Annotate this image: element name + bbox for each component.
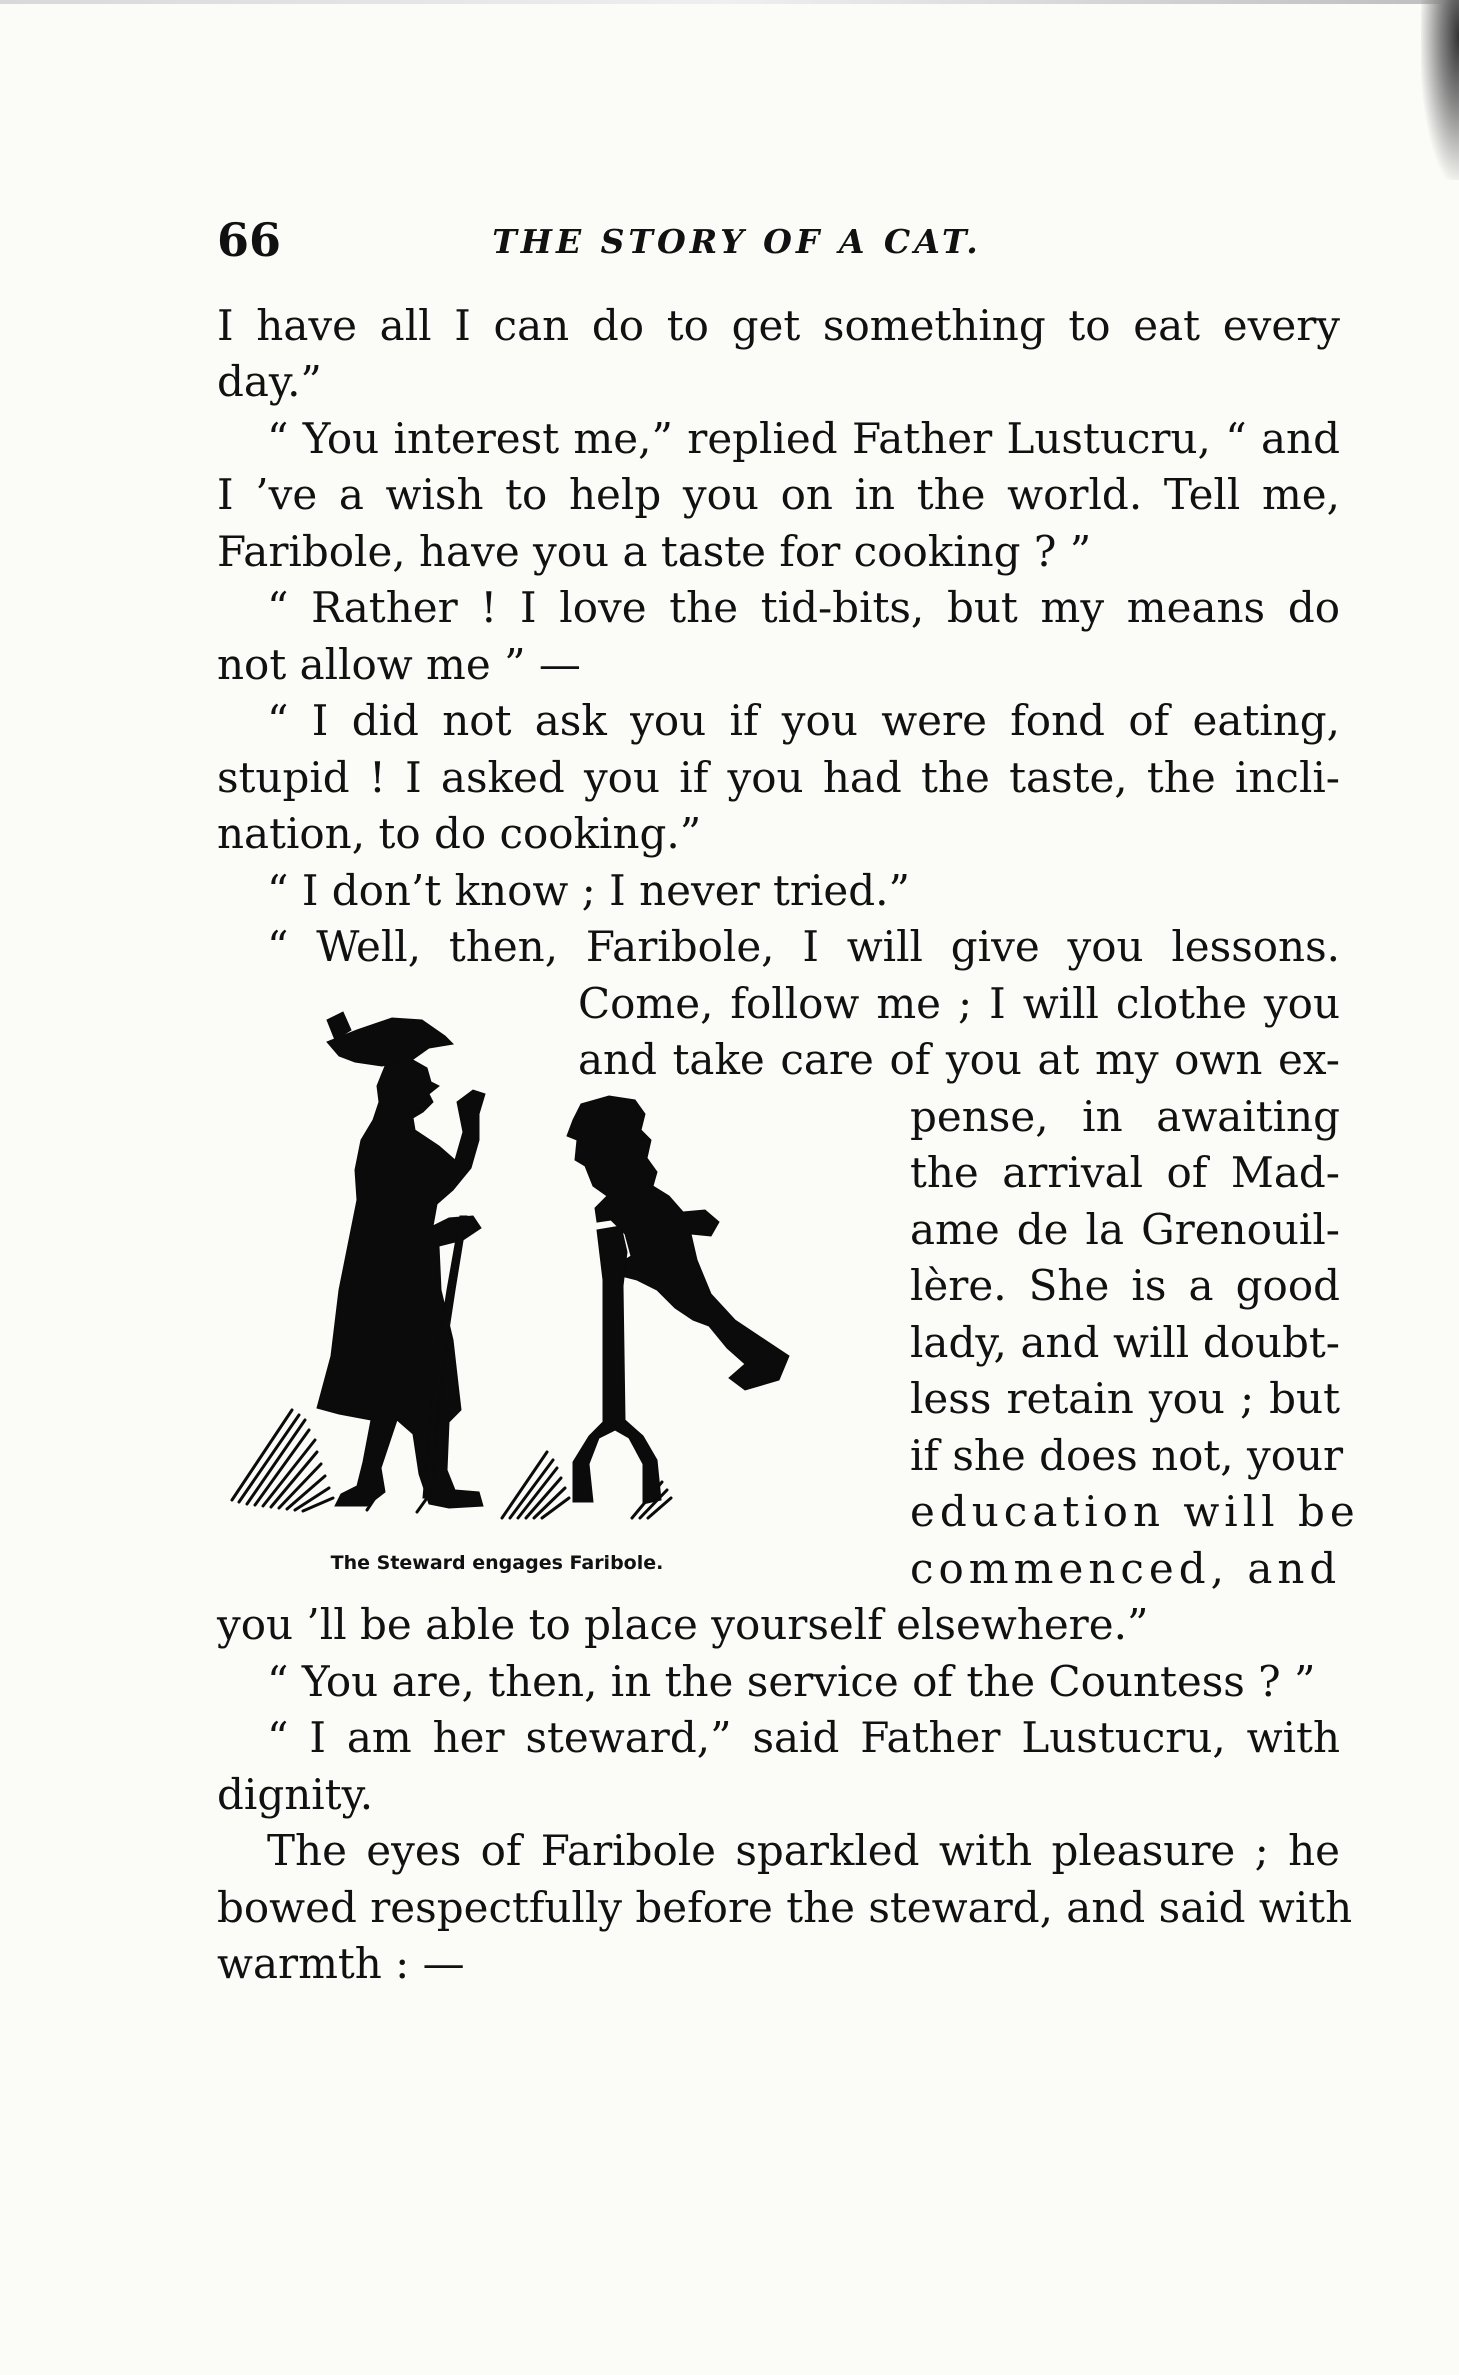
silhouette-illustration [217, 990, 897, 1590]
text-line: “ Well, then, Faribole, I will give you lessons. [267, 922, 1340, 971]
text-line: ame de la Grenouil- [910, 1205, 1340, 1254]
page-header [217, 215, 1340, 265]
text-line: “ I don’t know ; I never tried.” [267, 866, 910, 915]
page-number: 66 [217, 213, 282, 267]
scan-edge-top [0, 0, 1459, 4]
text-line: The eyes of Faribole sparkled with pleasure ; he [267, 1826, 1340, 1875]
text-line: “ Rather ! I love the tid-bits, but my means do [267, 583, 1340, 632]
text-line: not allow me ” — [217, 640, 581, 689]
text-line: education will be [910, 1487, 1360, 1536]
text-line: if she does not, your [910, 1431, 1344, 1480]
text-line: lère. She is a good [910, 1261, 1340, 1310]
text-line: “ You are, then, in the service of the Countess ? ” [267, 1657, 1316, 1706]
text-line: “ I am her steward,” said Father Lustucru, with [267, 1713, 1340, 1762]
text-line: Faribole, have you a taste for cooking ? ” [217, 527, 1092, 576]
text-line: “ I did not ask you if you were fond of eating, [267, 696, 1340, 745]
scan-edge-shadow [1421, 0, 1459, 180]
text-line: dignity. [217, 1770, 374, 1819]
running-title: THE STORY OF A CAT. [492, 222, 982, 261]
text-line: warmth : — [217, 1939, 465, 1988]
text-line: commenced, and [910, 1544, 1342, 1593]
text-line: and take care of you at my own ex- [578, 1035, 1340, 1084]
steward-figure [317, 1060, 485, 1508]
silhouette-drawing [217, 990, 897, 1550]
text-line: I have all I can do to get something to eat every [217, 301, 1340, 350]
text-line: stupid ! I asked you if you had the taste, the incli- [217, 753, 1340, 802]
figure-caption: The Steward engages Faribole. [330, 1552, 664, 1574]
text-line: pense, in awaiting [910, 1092, 1340, 1141]
text-line: less retain you ; but [910, 1374, 1340, 1423]
text-line: bowed respectfully before the steward, and said with [217, 1883, 1353, 1932]
text-line: day.” [217, 357, 322, 406]
text-line: you ’ll be able to place yourself elsewhere.” [217, 1600, 1149, 1649]
text-line: lady, and will doubt- [910, 1318, 1340, 1367]
text-line: I ’ve a wish to help you on in the world. Tell me, [217, 470, 1340, 519]
text-line: “ You interest me,” replied Father Lustucru, “ and [267, 414, 1340, 463]
text-line: Come, follow me ; I will clothe you [578, 979, 1340, 1028]
text-line: nation, to do cooking.” [217, 809, 702, 858]
text-line: the arrival of Mad- [910, 1148, 1340, 1197]
